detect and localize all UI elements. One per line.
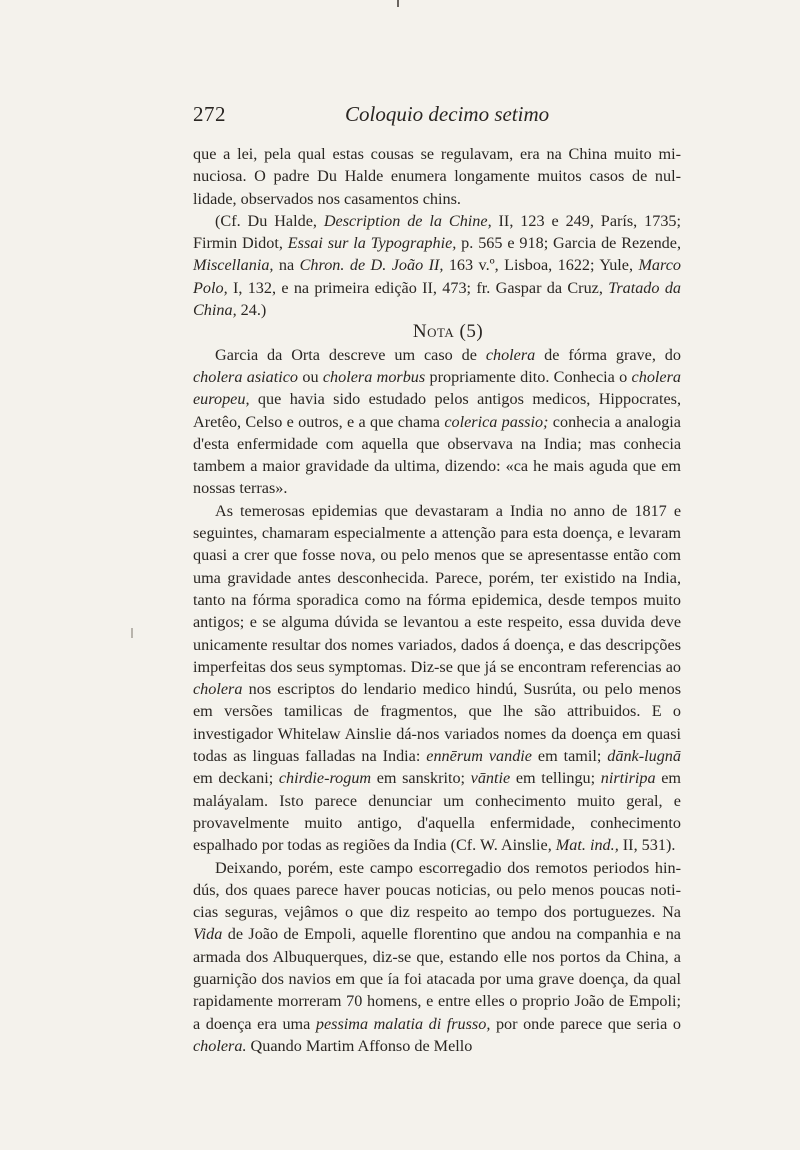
text-run: em tellingu; bbox=[510, 769, 601, 788]
italic-run: cholera asiatico bbox=[193, 367, 299, 386]
italic-run: Mat. ind., bbox=[555, 836, 619, 855]
italic-run: Description de la Chine, bbox=[323, 211, 492, 230]
italic-run: Essai sur la Typographie, bbox=[287, 234, 457, 253]
text-run: 163 v.º, Lisboa, 1622; Yule, bbox=[443, 256, 639, 275]
page-top-mark bbox=[397, 0, 399, 7]
italic-run: dānk-lugnā bbox=[607, 747, 681, 766]
italic-run: cholera morbus bbox=[322, 367, 426, 386]
text-run: em tamil; bbox=[531, 747, 608, 766]
italic-run: Marco Polo, bbox=[193, 256, 682, 297]
text-run: As temerosas epidemias que devastaram a India no anno de 1817 e seguintes, chamaram especialmente a attenção para esta doença, e levaram quasi a crer que fosse nova, ou pelo menos que se apresentasse então com uma gravidade antes desconhecida. Parece, porém, ter existido na India, tanto na fórma sporadica como na fórma epidemica, desde tempos muito antigos; e se alguma dúvida se levantou a este respeito, essa duvida deve unicamente resultar dos nomes variados, dados á doença, e das descripções imperfeitas dos seus symptomas. Diz-se que já se encontram referencias ao bbox=[193, 501, 681, 676]
italic-run: Vida bbox=[193, 925, 223, 944]
italic-run: cholera bbox=[193, 680, 243, 699]
italic-run: cholera. bbox=[193, 1036, 247, 1055]
text-run: em sanskrito; bbox=[371, 769, 471, 788]
text-run: de fórma grave, do bbox=[535, 345, 681, 364]
text-run: conhecia a analogia d'esta enfermidade com aquella que observava na India; mas conhecia tambem a maior gravidade da ultima, dizendo: «ca he mais aguda que em nossas terras». bbox=[193, 412, 681, 498]
text-run: em deckani; bbox=[193, 769, 279, 788]
margin-speck bbox=[131, 628, 133, 638]
text-run: Garcia da Orta descreve um caso de bbox=[215, 345, 486, 364]
text-run: de João de Empoli, aquelle florentino que andou na companhia e na armada dos Albuquerques, diz-se que, estando elle nos portos da China, a guarnição dos navios em que ía foi atacada por uma grave doença, da qual rapidamente morreram 70 homens, e entre elles o proprio João de Empoli; a doença era uma bbox=[193, 925, 681, 1033]
paragraph-2-references bbox=[193, 210, 681, 321]
italic-run: ennērum vandie bbox=[426, 747, 532, 766]
text-run: propriamente dito. Conhecia o bbox=[425, 367, 632, 386]
italic-run: nirtiripa bbox=[600, 769, 656, 788]
italic-run: cholera bbox=[485, 345, 536, 364]
running-title: Coloquio decimo setimo bbox=[345, 102, 550, 126]
text-run: Deixando, porém, este campo escorregadio dos remotos periodos hindús, dos quaes parece haver poucas noticias, ou pelo menos poucas noticias seguras, vejâmos o que diz respeito ao tempo dos portuguezes. Na bbox=[193, 858, 681, 922]
italic-run: pessima malatia di frusso, bbox=[315, 1014, 491, 1033]
text-run: Quando Martim Affonso de Mello bbox=[246, 1036, 473, 1055]
paragraph-4 bbox=[193, 500, 681, 857]
text-run: II, 531). bbox=[618, 836, 676, 855]
text-run: ou bbox=[298, 367, 323, 386]
italic-run: cholera europeu, bbox=[193, 367, 681, 409]
text-run: 24.) bbox=[236, 301, 267, 320]
italic-run: colerica passio; bbox=[444, 412, 549, 431]
page-header bbox=[193, 102, 681, 132]
page-number: 272 bbox=[193, 102, 226, 126]
text-run: (Cf. Du Halde, bbox=[215, 211, 324, 230]
note-title: Nota (5) bbox=[412, 321, 484, 343]
text-run: na bbox=[273, 256, 300, 275]
text-run: que havia sido estudado pelos antigos medicos, Hippocrates, Aretêo, Celso e outros, e a que chama bbox=[193, 390, 681, 431]
text-run: em maláyalam. Isto parece denunciar um conhecimento muito geral, e provavelmente muito antigo, d'aquella enfermidade, conhecimento espalhado por todas as regiões da India (Cf. W. Ainslie, bbox=[193, 769, 681, 855]
paragraph-5 bbox=[193, 857, 681, 1058]
text-run: nos escriptos do lendario medico hindú, Susrúta, ou pelo menos em versões tamilicas de fragmentos, que lhe são attribuidos. E o investigador Whitelaw Ainslie dá-nos variados nomes da doença em quasi todas as linguas falladas na India: bbox=[193, 680, 681, 766]
italic-run: Miscellania, bbox=[193, 256, 274, 275]
text-run: I, 132, e na primeira edição II, 473; fr. Gaspar da Cruz, bbox=[227, 278, 609, 297]
italic-run: vāntie bbox=[470, 769, 511, 788]
text-run: II, 123 e 249, París, 1735; Firmin Didot, bbox=[193, 211, 682, 253]
italic-run: Tratado da China, bbox=[193, 278, 682, 320]
italic-run: chirdie-rogum bbox=[278, 769, 372, 788]
italic-run: Chron. de D. João II, bbox=[299, 256, 444, 275]
paragraph-3 bbox=[193, 344, 681, 500]
text-run: p. 565 e 918; Garcia de Rezende, bbox=[456, 234, 681, 253]
body-text bbox=[193, 143, 681, 1057]
paragraph-1: que a lei, pela qual estas cousas se regulavam, era na China muito minuciosa. O padre Du Halde enumera longamente muitos casos de nullidade, observados nos casamentos chins. bbox=[193, 145, 681, 208]
text-run: por onde parece que seria o bbox=[490, 1014, 681, 1033]
